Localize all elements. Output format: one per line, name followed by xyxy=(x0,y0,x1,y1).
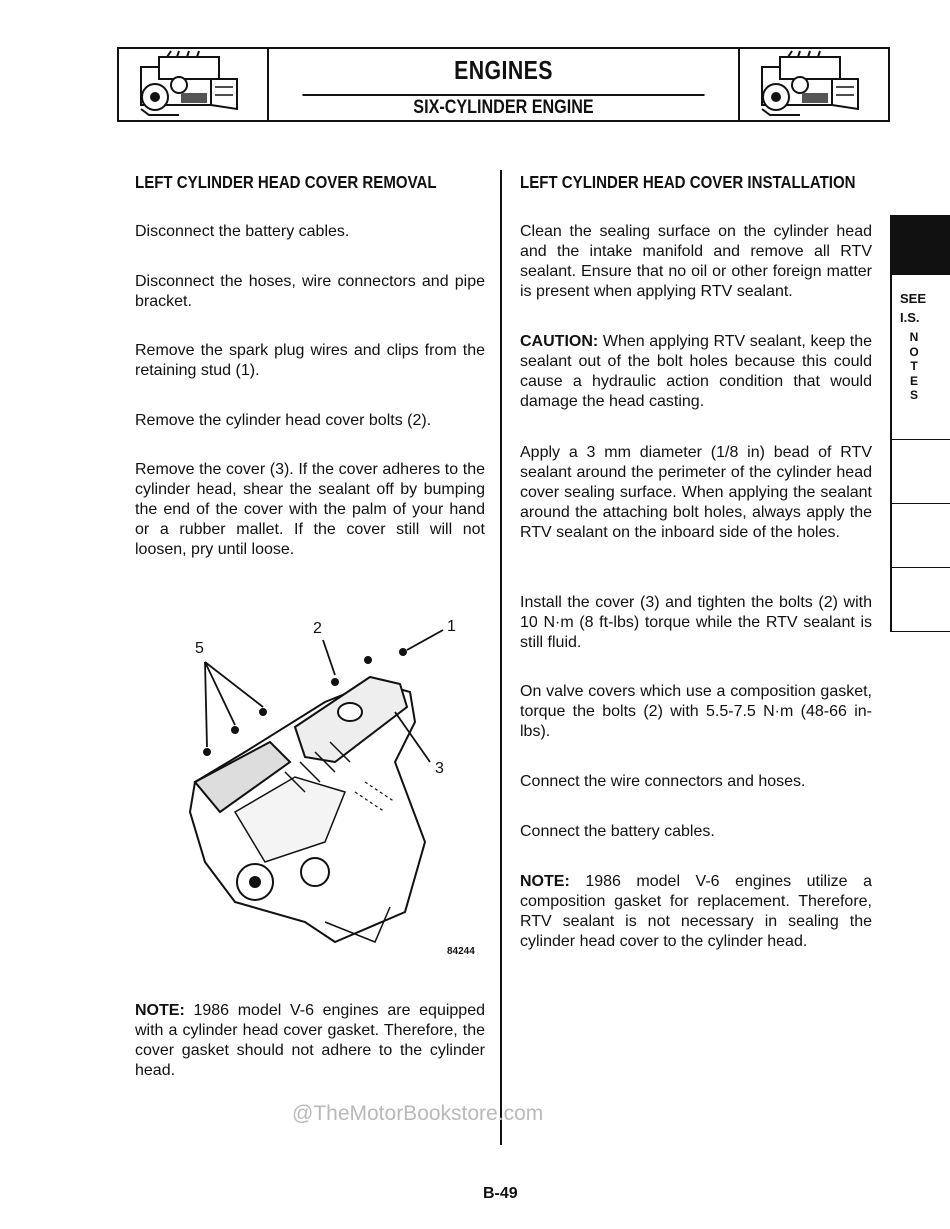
note-text: 1986 model V-6 engines utilize a composition gasket for replacement. Therefore, RTV sealant is not necessary in sealing the cylinder head cover to the cylinder head. xyxy=(520,873,872,950)
note-text: 1986 model V-6 engines are equipped with a cylinder head cover gasket. Therefore, the cover gasket should not adhere to the cylinder head. xyxy=(135,1002,485,1079)
engine-illustration-icon xyxy=(740,49,888,120)
header-center xyxy=(267,49,740,120)
blank-tab-1[interactable] xyxy=(890,440,950,504)
engine-cover-illustration xyxy=(175,612,480,962)
engine-illustration-right xyxy=(738,49,888,120)
engine-illustration-left xyxy=(119,49,269,120)
installation-step-7: Connect the battery cables. xyxy=(520,823,715,840)
caution-label: CAUTION: xyxy=(520,333,599,350)
callout-3: 3 xyxy=(435,760,444,777)
notes-letter: O xyxy=(909,344,919,359)
installation-step-1: Clean the sealing surface on the cylinder head and the intake manifold and remove all RTV sealant. Ensure that no oil or other foreign matter is present when applying RTV sealant. xyxy=(520,223,872,300)
removal-heading: LEFT CYLINDER HEAD COVER REMOVAL xyxy=(135,172,437,192)
callout-5: 5 xyxy=(195,640,204,657)
caution-text: When applying RTV sealant, keep the sealant out of the bolt holes because this could cause a hydraulic action condition that would damage the head casting. xyxy=(520,333,873,410)
section-tab-black xyxy=(890,215,950,275)
installation-heading: LEFT CYLINDER HEAD COVER INSTALLATION xyxy=(520,172,856,192)
caution-block xyxy=(520,332,872,412)
page-subtitle: SIX-CYLINDER ENGINE xyxy=(302,94,704,120)
installation-step-4: Install the cover (3) and tighten the bolts (2) with 10 N·m (8 ft-lbs) torque while the RTV sealant is still fluid. xyxy=(520,594,872,651)
column-divider xyxy=(500,170,502,1145)
figure-number: 84244 xyxy=(447,946,475,957)
removal-step-1: Disconnect the battery cables. xyxy=(135,223,350,240)
page-header xyxy=(117,47,890,122)
installation-step-6: Connect the wire connectors and hoses. xyxy=(520,773,806,790)
removal-step-4: Remove the cylinder head cover bolts (2). xyxy=(135,412,432,429)
page-title: ENGINES xyxy=(454,55,553,85)
note-label: NOTE: xyxy=(520,873,570,890)
removal-note xyxy=(135,1001,485,1081)
see-label: SEE I.S. xyxy=(900,291,927,325)
removal-step-5: Remove the cover (3). If the cover adheres to the cylinder head, shear the sealant off by bumping the end of the cover with the palm of your hand or a rubber mallet. If the cover still will not loosen, pry until loose. xyxy=(135,461,485,558)
notes-letter: T xyxy=(910,359,918,373)
installation-note xyxy=(520,872,872,952)
note-label: NOTE: xyxy=(135,1002,185,1019)
engine-diagram xyxy=(175,612,480,962)
blank-tab-3[interactable] xyxy=(890,568,950,632)
removal-step-3: Remove the spark plug wires and clips from the retaining stud (1). xyxy=(135,342,485,379)
notes-letter: E xyxy=(909,373,918,388)
callout-1: 1 xyxy=(447,618,456,635)
notes-letter: N xyxy=(909,330,919,344)
engine-illustration-icon xyxy=(119,49,267,120)
notes-letter: S xyxy=(909,388,918,402)
installation-step-5: On valve covers which use a composition gasket, torque the bolts (2) with 5.5-7.5 N·m (48-66 in-lbs). xyxy=(520,683,872,740)
removal-step-2: Disconnect the hoses, wire connectors and pipe bracket. xyxy=(135,273,485,310)
callout-2: 2 xyxy=(313,620,322,637)
blank-tab-2[interactable] xyxy=(890,504,950,568)
see-notes-tab[interactable] xyxy=(890,275,950,440)
page-number: B-49 xyxy=(483,1185,518,1202)
notes-label xyxy=(909,330,919,403)
watermark: @TheMotorBookstore.com xyxy=(292,1102,544,1125)
installation-step-3: Apply a 3 mm diameter (1/8 in) bead of RTV sealant around the perimeter of the cylinder head cover sealing surface. When applying the sealant around the attaching bolt holes, always apply the RTV sealant on the inboard side of the holes. xyxy=(520,444,872,541)
